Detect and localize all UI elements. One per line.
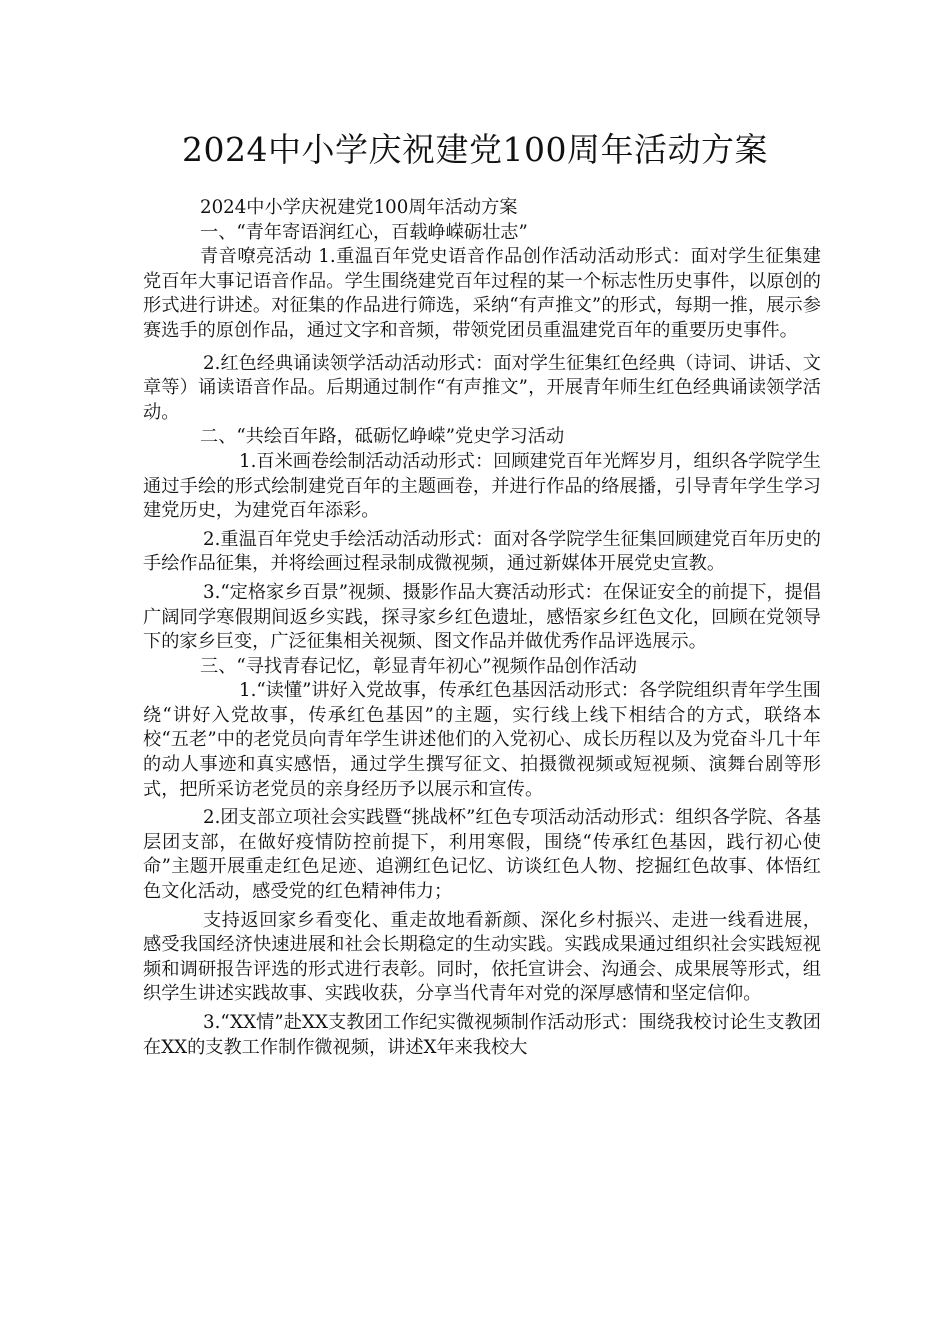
section-heading-3: 三、“寻找青春记忆，彰显青年初心”视频作品创作活动 [200, 655, 637, 677]
document-body [143, 196, 821, 1060]
section-heading-2: 二、“共绘百年路，砥砺忆峥嵘”党史学习活动 [200, 426, 565, 448]
body-paragraph: 2.重温百年党史手绘活动活动形式：面对各学院学生征集回顾建党百年历史的手绘作品征集，并将绘画过程录制成微视频，通过新媒体开展党史宣教。 [143, 528, 821, 575]
body-paragraph: 2.红色经典诵读领学活动活动形式：面对学生征集红色经典（诗词、讲话、文章等）诵读语音作品。后期通过制作“有声推文”，开展青年师生红色经典诵读领学活动。 [143, 352, 821, 423]
section-heading-1: 一、“青年寄语润红心，百载峥嵘砺壮志” [200, 221, 528, 243]
body-paragraph: 2.团支部立项社会实践暨“挑战杯”红色专项活动活动形式：组织各学院、各基层团支部，在做好疫情防控前提下，利用寒假，围绕“传承红色基因，践行初心使命”主题开展重走红色足迹、追溯红色记忆、访谈红色人物、挖掘红色故事、体悟红色文化活动，感受党的红色精神伟力； [143, 807, 821, 903]
body-paragraph: 3.“定格家乡百景”视频、摄影作品大赛活动形式：在保证安全的前提下，提倡广阔同学寒假期间返乡实践，探寻家乡红色遗址，感悟家乡红色文化，回顾在党领导下的家乡巨变，广泛征集相关视频、图文作品并做优秀作品评选展示。 [143, 581, 821, 653]
document-title: 2024中小学庆祝建党100周年活动方案 [182, 130, 768, 169]
body-paragraph: 1.“读懂”讲好入党故事，传承红色基因活动形式：各学院组织青年学生围绕“讲好入党故事，传承红色基因”的主题，实行线上线下相结合的方式，联络本校“五老”中的老党员向青年学生讲述他们的入党初心、成长历程以及为党奋斗几十年的动人事迹和真实感悟，通过学生撰写征文、拍摄微视频或短视频、演舞台剧等形式，把所采访老党员的亲身经历予以展示和宣传。 [143, 680, 821, 800]
subtitle-paragraph: 2024中小学庆祝建党100周年活动方案 [200, 197, 518, 218]
body-paragraph: 支持返回家乡看变化、重走故地看新颜、深化乡村振兴、走进一线看进展，感受我国经济快速进展和社会长期稳定的生动实践。实践成果通过组织社会实践短视频和调研报告评选的形式进行表彰。同时，依托宣讲会、沟通会、成果展等形式，组织学生讲述实践故事、实践收获，分享当代青年对党的深厚感情和坚定信仰。 [143, 909, 821, 1005]
body-paragraph: 3.“XX情”赴XX支教团工作纪实微视频制作活动形式：围绕我校讨论生支教团在XX的支教工作制作微视频，讲述X年来我校大 [143, 1012, 821, 1058]
body-paragraph: 青音嘹亮活动 1.重温百年党史语音作品创作活动活动形式：面对学生征集建党百年大事记语音作品。学生围绕建党百年过程的某一个标志性历史事件，以原创的形式进行讲述。对征集的作品进行筛选，采纳“有声推文”的形式，每期一推，展示参赛选手的原创作品，通过文字和音频，带领党团员重温建党百年的重要历史事件。 [143, 246, 821, 341]
body-paragraph: 1.百米画卷绘制活动活动形式：回顾建党百年光辉岁月，组织各学院学生通过手绘的形式绘制建党百年的主题画卷，并进行作品的络展播，引导青年学生学习建党历史，为建党百年添彩。 [143, 450, 821, 522]
